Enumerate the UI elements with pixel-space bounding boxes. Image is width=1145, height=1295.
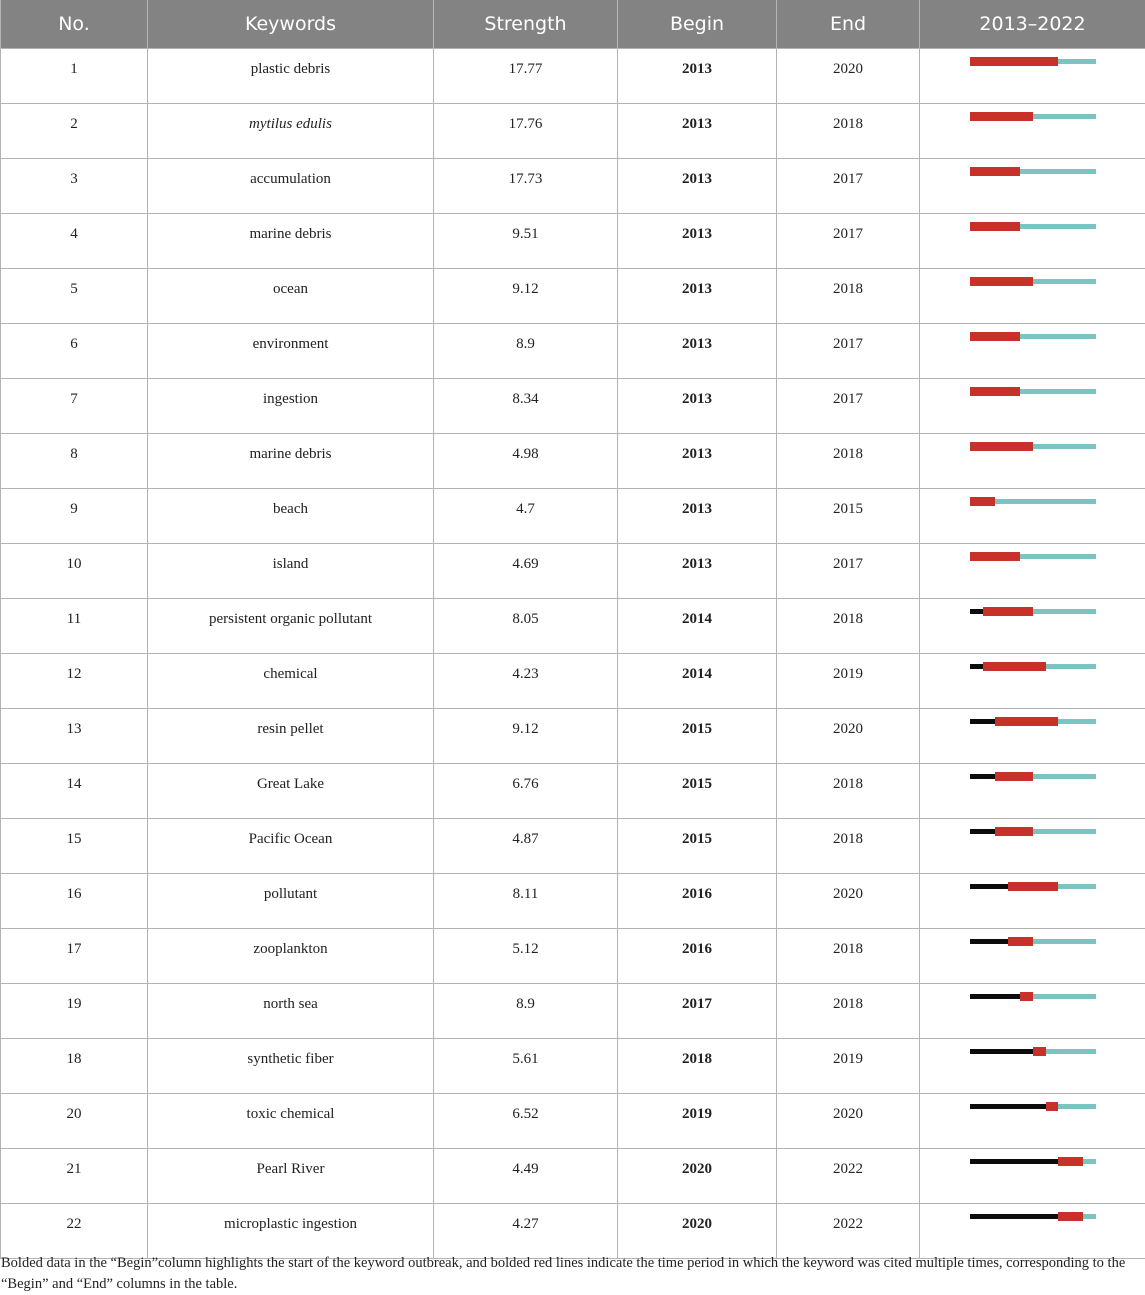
- burst-timeline-bar: [970, 717, 1096, 726]
- row-number-cell: 18: [1, 1039, 148, 1094]
- strength-cell: 9.12: [434, 709, 618, 764]
- keyword-cell: chemical: [148, 654, 434, 709]
- burst-timeline-bar: [970, 1102, 1096, 1111]
- burst-timeline-bar: [970, 442, 1096, 451]
- keyword-cell: toxic chemical: [148, 1094, 434, 1149]
- header-end: End: [777, 0, 920, 49]
- before-burst-segment: [970, 939, 1008, 944]
- table-row: [1, 764, 1145, 819]
- after-burst-segment: [1033, 994, 1096, 999]
- burst-segment: [995, 772, 1033, 781]
- begin-year-cell: 2013: [618, 489, 777, 544]
- burst-segment: [970, 497, 995, 506]
- end-year-cell: 2022: [777, 1149, 920, 1204]
- burst-timeline-bar: [970, 937, 1096, 946]
- strength-cell: 4.7: [434, 489, 618, 544]
- end-year-cell: 2018: [777, 984, 920, 1039]
- strength-cell: 9.12: [434, 269, 618, 324]
- end-year-cell: 2018: [777, 929, 920, 984]
- timeline-cell: [920, 104, 1145, 159]
- begin-year-cell: 2019: [618, 1094, 777, 1149]
- begin-year-cell: 2016: [618, 874, 777, 929]
- timeline-cell: [920, 1039, 1145, 1094]
- begin-year-cell: 2013: [618, 379, 777, 434]
- keyword-cell: accumulation: [148, 159, 434, 214]
- timeline-cell: [920, 159, 1145, 214]
- begin-year-cell: 2015: [618, 709, 777, 764]
- row-number-cell: 2: [1, 104, 148, 159]
- row-number-cell: 11: [1, 599, 148, 654]
- end-year-cell: 2018: [777, 819, 920, 874]
- burst-timeline-bar: [970, 1157, 1096, 1166]
- end-year-cell: 2020: [777, 709, 920, 764]
- end-year-cell: 2017: [777, 214, 920, 269]
- before-burst-segment: [970, 1159, 1058, 1164]
- after-burst-segment: [1020, 224, 1096, 229]
- burst-timeline-bar: [970, 1212, 1096, 1221]
- after-burst-segment: [995, 499, 1096, 504]
- end-year-cell: 2017: [777, 324, 920, 379]
- header-timeline: 2013–2022: [920, 0, 1145, 49]
- keyword-cell: resin pellet: [148, 709, 434, 764]
- table-footnote: Bolded data in the “Begin”column highlights the start of the keyword outbreak, and bolded red lines indicate the time period in which the keyword was cited multiple times, corresponding to the “Begin” and “End” columns in the table.: [1, 1253, 1141, 1295]
- end-year-cell: 2017: [777, 159, 920, 214]
- burst-segment: [995, 827, 1033, 836]
- after-burst-segment: [1046, 664, 1096, 669]
- burst-segment: [970, 167, 1020, 176]
- before-burst-segment: [970, 1104, 1046, 1109]
- burst-segment: [983, 607, 1033, 616]
- row-number-cell: 20: [1, 1094, 148, 1149]
- row-number-cell: 5: [1, 269, 148, 324]
- table-row: [1, 269, 1145, 324]
- timeline-cell: [920, 49, 1145, 104]
- timeline-cell: [920, 654, 1145, 709]
- burst-segment: [995, 717, 1058, 726]
- burst-segment: [970, 442, 1033, 451]
- burst-segment: [1020, 992, 1033, 1001]
- table-row: [1, 1094, 1145, 1149]
- begin-year-cell: 2015: [618, 819, 777, 874]
- begin-year-cell: 2018: [618, 1039, 777, 1094]
- burst-timeline-bar: [970, 882, 1096, 891]
- burst-timeline-bar: [970, 662, 1096, 671]
- burst-segment: [1033, 1047, 1046, 1056]
- end-year-cell: 2020: [777, 874, 920, 929]
- begin-year-cell: 2013: [618, 159, 777, 214]
- end-year-cell: 2019: [777, 654, 920, 709]
- burst-segment: [970, 57, 1058, 66]
- burst-segment: [1008, 882, 1058, 891]
- before-burst-segment: [970, 664, 983, 669]
- strength-cell: 17.77: [434, 49, 618, 104]
- row-number-cell: 9: [1, 489, 148, 544]
- keyword-cell: Pacific Ocean: [148, 819, 434, 874]
- begin-year-cell: 2015: [618, 764, 777, 819]
- begin-year-cell: 2020: [618, 1204, 777, 1259]
- begin-year-cell: 2013: [618, 434, 777, 489]
- table-row: [1, 104, 1145, 159]
- timeline-cell: [920, 269, 1145, 324]
- after-burst-segment: [1058, 1104, 1096, 1109]
- burst-segment: [970, 552, 1020, 561]
- burst-timeline-bar: [970, 497, 1096, 506]
- burst-segment: [970, 332, 1020, 341]
- end-year-cell: 2020: [777, 49, 920, 104]
- strength-cell: 8.11: [434, 874, 618, 929]
- after-burst-segment: [1058, 884, 1096, 889]
- after-burst-segment: [1046, 1049, 1096, 1054]
- keyword-cell: pollutant: [148, 874, 434, 929]
- header-strength: Strength: [434, 0, 618, 49]
- keyword-cell: Great Lake: [148, 764, 434, 819]
- header-row: [1, 0, 1145, 49]
- row-number-cell: 22: [1, 1204, 148, 1259]
- row-number-cell: 7: [1, 379, 148, 434]
- strength-cell: 5.61: [434, 1039, 618, 1094]
- end-year-cell: 2018: [777, 599, 920, 654]
- begin-year-cell: 2013: [618, 104, 777, 159]
- burst-timeline-bar: [970, 827, 1096, 836]
- keyword-cell: north sea: [148, 984, 434, 1039]
- begin-year-cell: 2017: [618, 984, 777, 1039]
- timeline-cell: [920, 1149, 1145, 1204]
- table-row: [1, 49, 1145, 104]
- row-number-cell: 15: [1, 819, 148, 874]
- keyword-cell: ingestion: [148, 379, 434, 434]
- burst-segment: [970, 387, 1020, 396]
- keyword-cell: marine debris: [148, 434, 434, 489]
- begin-year-cell: 2013: [618, 544, 777, 599]
- keyword-cell: marine debris: [148, 214, 434, 269]
- table-row: [1, 434, 1145, 489]
- strength-cell: 4.69: [434, 544, 618, 599]
- table-row: [1, 929, 1145, 984]
- begin-year-cell: 2013: [618, 214, 777, 269]
- end-year-cell: 2018: [777, 269, 920, 324]
- burst-timeline-bar: [970, 552, 1096, 561]
- after-burst-segment: [1033, 774, 1096, 779]
- row-number-cell: 21: [1, 1149, 148, 1204]
- table-row: [1, 489, 1145, 544]
- before-burst-segment: [970, 609, 983, 614]
- after-burst-segment: [1020, 169, 1096, 174]
- before-burst-segment: [970, 994, 1020, 999]
- timeline-cell: [920, 544, 1145, 599]
- keyword-cell: microplastic ingestion: [148, 1204, 434, 1259]
- timeline-cell: [920, 489, 1145, 544]
- burst-segment: [983, 662, 1046, 671]
- after-burst-segment: [1083, 1159, 1096, 1164]
- burst-segment: [970, 277, 1033, 286]
- strength-cell: 8.05: [434, 599, 618, 654]
- table-row: [1, 819, 1145, 874]
- burst-timeline-bar: [970, 112, 1096, 121]
- timeline-cell: [920, 599, 1145, 654]
- strength-cell: 4.98: [434, 434, 618, 489]
- timeline-cell: [920, 709, 1145, 764]
- before-burst-segment: [970, 1049, 1033, 1054]
- begin-year-cell: 2014: [618, 599, 777, 654]
- begin-year-cell: 2013: [618, 269, 777, 324]
- keyword-cell: plastic debris: [148, 49, 434, 104]
- keyword-cell: synthetic fiber: [148, 1039, 434, 1094]
- burst-timeline-bar: [970, 167, 1096, 176]
- keyword-cell: mytilus edulis: [148, 104, 434, 159]
- timeline-cell: [920, 984, 1145, 1039]
- burst-segment: [1058, 1157, 1083, 1166]
- before-burst-segment: [970, 829, 995, 834]
- begin-year-cell: 2020: [618, 1149, 777, 1204]
- end-year-cell: 2018: [777, 764, 920, 819]
- burst-timeline-bar: [970, 57, 1096, 66]
- end-year-cell: 2018: [777, 434, 920, 489]
- timeline-cell: [920, 434, 1145, 489]
- row-number-cell: 3: [1, 159, 148, 214]
- after-burst-segment: [1033, 444, 1096, 449]
- timeline-cell: [920, 1204, 1145, 1259]
- row-number-cell: 19: [1, 984, 148, 1039]
- strength-cell: 4.49: [434, 1149, 618, 1204]
- strength-cell: 17.73: [434, 159, 618, 214]
- strength-cell: 6.52: [434, 1094, 618, 1149]
- timeline-cell: [920, 214, 1145, 269]
- after-burst-segment: [1033, 114, 1096, 119]
- begin-year-cell: 2013: [618, 324, 777, 379]
- strength-cell: 8.9: [434, 984, 618, 1039]
- burst-segment: [1046, 1102, 1059, 1111]
- before-burst-segment: [970, 774, 995, 779]
- strength-cell: 4.87: [434, 819, 618, 874]
- after-burst-segment: [1033, 279, 1096, 284]
- strength-cell: 9.51: [434, 214, 618, 269]
- row-number-cell: 13: [1, 709, 148, 764]
- strength-cell: 17.76: [434, 104, 618, 159]
- after-burst-segment: [1033, 829, 1096, 834]
- table-row: [1, 379, 1145, 434]
- row-number-cell: 17: [1, 929, 148, 984]
- end-year-cell: 2015: [777, 489, 920, 544]
- begin-year-cell: 2014: [618, 654, 777, 709]
- burst-timeline-bar: [970, 772, 1096, 781]
- begin-year-cell: 2016: [618, 929, 777, 984]
- table-row: [1, 1149, 1145, 1204]
- end-year-cell: 2022: [777, 1204, 920, 1259]
- after-burst-segment: [1033, 609, 1096, 614]
- burst-segment: [1058, 1212, 1083, 1221]
- table-row: [1, 544, 1145, 599]
- strength-cell: 4.27: [434, 1204, 618, 1259]
- strength-cell: 4.23: [434, 654, 618, 709]
- timeline-cell: [920, 379, 1145, 434]
- burst-timeline-bar: [970, 1047, 1096, 1056]
- end-year-cell: 2017: [777, 379, 920, 434]
- table-row: [1, 1204, 1145, 1259]
- keyword-cell: Pearl River: [148, 1149, 434, 1204]
- row-number-cell: 16: [1, 874, 148, 929]
- row-number-cell: 6: [1, 324, 148, 379]
- table-row: [1, 874, 1145, 929]
- row-number-cell: 12: [1, 654, 148, 709]
- strength-cell: 5.12: [434, 929, 618, 984]
- after-burst-segment: [1058, 719, 1096, 724]
- timeline-cell: [920, 1094, 1145, 1149]
- timeline-cell: [920, 874, 1145, 929]
- keyword-cell: island: [148, 544, 434, 599]
- before-burst-segment: [970, 719, 995, 724]
- table-body: [1, 49, 1145, 1259]
- burst-timeline-bar: [970, 387, 1096, 396]
- after-burst-segment: [1020, 554, 1096, 559]
- after-burst-segment: [1020, 334, 1096, 339]
- keyword-cell: environment: [148, 324, 434, 379]
- burst-segment: [1008, 937, 1033, 946]
- timeline-cell: [920, 819, 1145, 874]
- row-number-cell: 10: [1, 544, 148, 599]
- timeline-cell: [920, 929, 1145, 984]
- burst-segment: [970, 112, 1033, 121]
- keyword-cell: beach: [148, 489, 434, 544]
- burst-timeline-bar: [970, 992, 1096, 1001]
- header-no: No.: [1, 0, 148, 49]
- burst-timeline-bar: [970, 222, 1096, 231]
- keyword-cell: persistent organic pollutant: [148, 599, 434, 654]
- burst-timeline-bar: [970, 607, 1096, 616]
- after-burst-segment: [1083, 1214, 1096, 1219]
- table-row: [1, 654, 1145, 709]
- end-year-cell: 2020: [777, 1094, 920, 1149]
- after-burst-segment: [1033, 939, 1096, 944]
- burst-segment: [970, 222, 1020, 231]
- timeline-cell: [920, 324, 1145, 379]
- keyword-cell: ocean: [148, 269, 434, 324]
- end-year-cell: 2019: [777, 1039, 920, 1094]
- table-row: [1, 159, 1145, 214]
- after-burst-segment: [1058, 59, 1096, 64]
- keyword-cell: zooplankton: [148, 929, 434, 984]
- strength-cell: 8.9: [434, 324, 618, 379]
- header-begin: Begin: [618, 0, 777, 49]
- row-number-cell: 4: [1, 214, 148, 269]
- table-row: [1, 599, 1145, 654]
- header-keywords: Keywords: [148, 0, 434, 49]
- begin-year-cell: 2013: [618, 49, 777, 104]
- table-row: [1, 214, 1145, 269]
- strength-cell: 8.34: [434, 379, 618, 434]
- table-row: [1, 324, 1145, 379]
- before-burst-segment: [970, 1214, 1058, 1219]
- row-number-cell: 1: [1, 49, 148, 104]
- end-year-cell: 2018: [777, 104, 920, 159]
- after-burst-segment: [1020, 389, 1096, 394]
- table-row: [1, 709, 1145, 764]
- burst-timeline-bar: [970, 277, 1096, 286]
- timeline-cell: [920, 764, 1145, 819]
- end-year-cell: 2017: [777, 544, 920, 599]
- table-row: [1, 1039, 1145, 1094]
- burst-timeline-bar: [970, 332, 1096, 341]
- row-number-cell: 14: [1, 764, 148, 819]
- row-number-cell: 8: [1, 434, 148, 489]
- strength-cell: 6.76: [434, 764, 618, 819]
- before-burst-segment: [970, 884, 1008, 889]
- table-row: [1, 984, 1145, 1039]
